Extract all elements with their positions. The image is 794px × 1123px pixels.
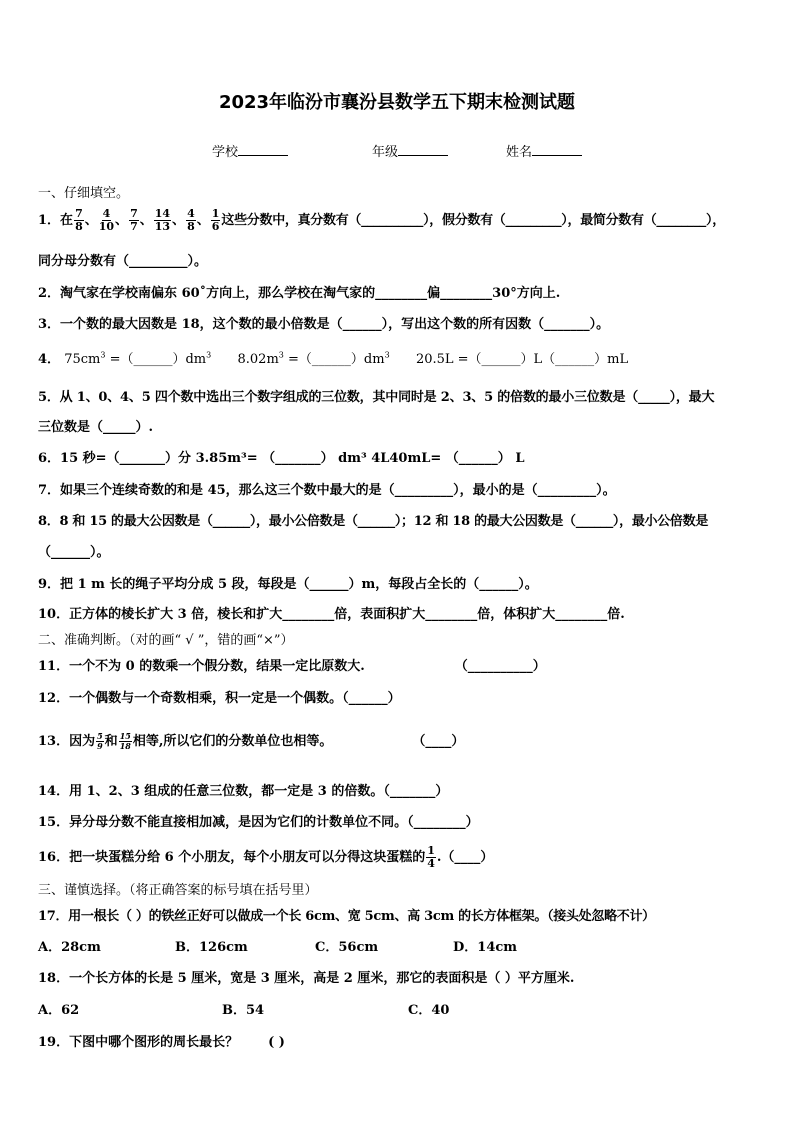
page-title: 2023年临汾市襄汾县数学五下期末检测试题 [218, 92, 576, 113]
school-field [212, 141, 288, 160]
q17-option-d[interactable]: D．14cm [453, 940, 518, 955]
fraction-2: $\frac{4}{10}$ [98, 207, 115, 233]
q13-fraction-1: $\frac{5}{9}$ [97, 731, 103, 751]
question-11: 11．一个不为 0 的数乘一个假分数，结果一定比原数大. （__________） [38, 659, 546, 674]
fraction-1: $\frac{7}{8}$ [75, 207, 83, 233]
q19-answer-blank[interactable]: ( ) [268, 1035, 285, 1050]
q11-answer-blank[interactable]: （__________） [454, 659, 546, 674]
name-label: 姓名 [506, 145, 533, 160]
q1-text: 这些分数中，真分数有（__________），假分数有（_________），最简分数有（________）， [221, 213, 725, 228]
q4-part-c: 20.5L =（______）L（______）mL [415, 352, 629, 367]
q4-number: 4． [38, 352, 61, 367]
section-2-heading: 二、准确判断。（对的画“ √ ”，错的画“×”） [38, 633, 294, 648]
question-1: 1．在 $\frac{7}{8}$ 、 $\frac{4}{10}$ 、 $\frac{7}{7}$ 、 $\frac{14}{13}$ 、 $\frac{4}{8}$ 、 $\frac{1}{6}$ 这些分数中，真分数有（__________），假分数有（_________），最简分数有（________）， [38, 207, 725, 233]
question-8-line2: （______）。 [38, 545, 110, 560]
question-5-line2: 三位数是（_____）. [38, 420, 154, 435]
q1-number: 1． [38, 213, 61, 228]
section-3-heading: 三、谨慎选择。（将正确答案的标号填在括号里） [38, 883, 318, 898]
fraction-5: $\frac{4}{8}$ [187, 207, 195, 233]
question-17: 17．用一根长（ ）的铁丝正好可以做成一个长 6cm、宽 5cm、高 3cm 的长方体框架。（接头处忽略不计） [38, 909, 655, 924]
q17-option-a[interactable]: A．28cm [38, 940, 101, 955]
name-field [506, 141, 582, 160]
q1-line2: 同分母分数有（_________）。 [38, 254, 208, 269]
question-3: 3．一个数的最大因数是 18，这个数的最小倍数是（______），写出这个数的所有因数（_______）。 [38, 317, 610, 332]
question-9: 9．把 1 m 长的绳子平均分成 5 段，每段是（______）m，每段占全长的（______）。 [38, 577, 538, 592]
q18-option-c[interactable]: C．40 [408, 1003, 450, 1018]
question-4: 4． $75cm^3$ $=(\_\_\_\_\_\_)dm^3$ $8.02m^3$ $=(\_\_\_\_\_\_)dm^3$ 20.5L =（______）L（______）mL [38, 350, 629, 367]
q18-option-b[interactable]: B．54 [222, 1003, 265, 1018]
grade-field [372, 141, 448, 160]
fraction-4: $\frac{14}{13}$ [154, 207, 171, 233]
q17-option-c[interactable]: C．56cm [315, 940, 379, 955]
question-16: 16．把一块蛋糕分给 6 个小朋友，每个小朋友可以分得这块蛋糕的 $\frac{1}{4}$ .（____） [38, 844, 494, 870]
question-19: 19．下图中哪个图形的周长最长？ ( ) [38, 1035, 285, 1050]
q16-fraction: $\frac{1}{4}$ [427, 844, 435, 870]
q17-option-b[interactable]: B．126cm [175, 940, 248, 955]
q4-part-a: 75cm [64, 352, 101, 367]
q1-prefix: 在 [60, 213, 74, 228]
question-13: 13．因为 $\frac{5}{9}$ 和 $\frac{15}{18}$ 相等,所以它们的分数单位也相等。 （____） [38, 731, 465, 751]
fraction-3: $\frac{7}{7}$ [130, 207, 138, 233]
grade-blank[interactable] [398, 143, 448, 156]
q4-part-b: 8.02m [237, 352, 279, 367]
name-blank[interactable] [532, 143, 582, 156]
question-6: 6．15 秒=（_______）分 3.85m³= （_______） dm³ 4L40mL= （______） L [38, 451, 525, 466]
question-8-line1: 8．8 和 15 的最大公因数是（______），最小公倍数是（______）；12 和 18 的最大公因数是（______），最小公倍数是 [38, 514, 709, 529]
question-12: 12．一个偶数与一个奇数相乘，积一定是一个偶数。（______） [38, 691, 401, 706]
school-blank[interactable] [238, 143, 288, 156]
question-5-line1: 5．从 1、0、4、5 四个数中选出三个数字组成的三位数，其中同时是 2、3、5 的倍数的最小三位数是（_____），最大 [38, 390, 715, 405]
question-2: 2．淘气家在学校南偏东 60˚方向上，那么学校在淘气家的________偏________30°方向上. [38, 286, 561, 301]
school-label: 学校 [212, 145, 239, 160]
question-7: 7．如果三个连续奇数的和是 45，那么这三个数中最大的是（_________），最小的是（_________）。 [38, 483, 616, 498]
section-1-heading: 一、仔细填空。 [38, 186, 130, 201]
q13-fraction-2: $\frac{15}{18}$ [119, 731, 131, 751]
question-18: 18．一个长方体的长是 5 厘米，宽是 3 厘米，高是 2 厘米，那它的表面积是（ ）平方厘米. [38, 971, 575, 986]
question-15: 15．异分母分数不能直接相加减，是因为它们的计数单位不同。（________） [38, 815, 479, 830]
q13-answer-blank[interactable]: （____） [412, 734, 465, 749]
q18-option-a[interactable]: A．62 [38, 1003, 80, 1018]
grade-label: 年级 [372, 145, 399, 160]
fraction-6: $\frac{1}{6}$ [211, 207, 220, 233]
question-10: 10．正方体的棱长扩大 3 倍，棱长和扩大________倍，表面积扩大________倍，体积扩大________倍. [38, 607, 625, 622]
question-14: 14．用 1、2、3 组成的任意三位数，都一定是 3 的倍数。（_______） [38, 784, 449, 799]
